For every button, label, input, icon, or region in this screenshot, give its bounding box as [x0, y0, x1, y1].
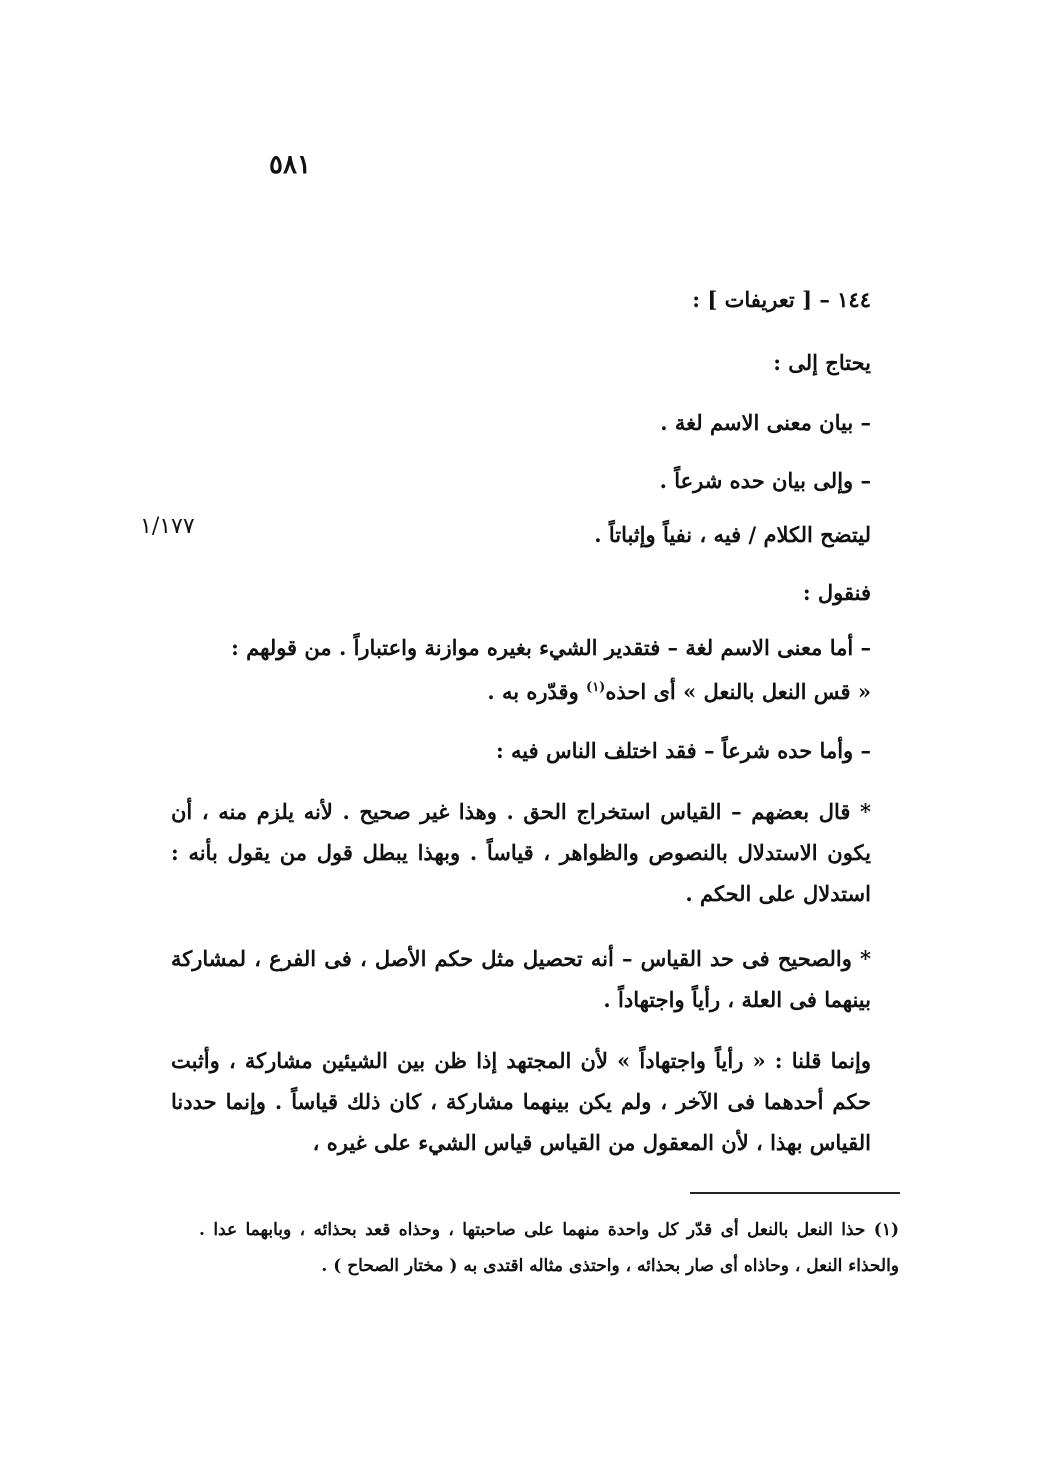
quote-tail: وقدّره به .	[487, 679, 587, 704]
paragraph-definition: – وأما حده شرعاً – فقد اختلف الناس فيه :	[495, 738, 871, 763]
paragraph-correct-definition: * والصحيح فى حد القياس – أنه تحصيل مثل حكم الأصل ، فى الفرع ، لمشاركة بينهما فى العلة ، رأياً واجتهاداً .	[171, 946, 871, 1012]
paragraph-meaning-b	[487, 679, 871, 704]
footnote-text: (١) حذا النعل بالنعل أى قدّر كل واحدة منهما على صاحبتها ، وحذاه قعد بحذائه ، وبابهما عدا . والحذاء النعل ، وحاذاه أى صار بحذائه ، واحتذى مثاله اقتدى به ( مختار الصحاح ) .	[199, 1220, 899, 1276]
we-say-line: فنقول :	[802, 580, 871, 605]
footnote-marker: (١)	[586, 680, 606, 695]
paragraph-some-said: * قال بعضهم – القياس استخراج الحق . وهذا غير صحيح . لأنه يلزم منه ، أن يكون الاستدلال بالنصوص والظواهر ، قياساً . وبهذا يبطل قول من يقول بأنه : استدلال على الحكم .	[171, 799, 871, 906]
page-number: ٥٨١	[269, 150, 311, 180]
margin-reference: ١/١٧٧	[140, 514, 195, 539]
footnote-divider	[690, 1192, 900, 1194]
item-definition: – وإلى بيان حده شرعاً .	[659, 468, 871, 493]
paragraph-reason: وإنما قلنا : « رأياً واجتهاداً » لأن المجتهد إذا ظن بين الشيئين مشاركة ، وأثبت حكم أحدهما فى الآخر ، ولم يكن بينهما مشاركة ، كان ذلك قياساً . وإنما حددنا القياس بهذا ، لأن المعقول من القياس قياس الشيء على غيره ،	[171, 1048, 871, 1155]
heading-144: ١٤٤ – [ تعريفات ] :	[692, 287, 871, 312]
needs-line: يحتاج إلى :	[773, 350, 871, 375]
clarify-line: ليتضح الكلام / فيه ، نفياً وإثباتاً .	[594, 522, 871, 547]
item-name-meaning: – بيان معنى الاسم لغة .	[660, 410, 871, 435]
quote-text: « قس النعل بالنعل » أى احذه	[605, 679, 871, 704]
paragraph-meaning-a: – أما معنى الاسم لغة – فتقدير الشيء بغيره موازنة واعتباراً . من قولهم :	[231, 635, 871, 660]
